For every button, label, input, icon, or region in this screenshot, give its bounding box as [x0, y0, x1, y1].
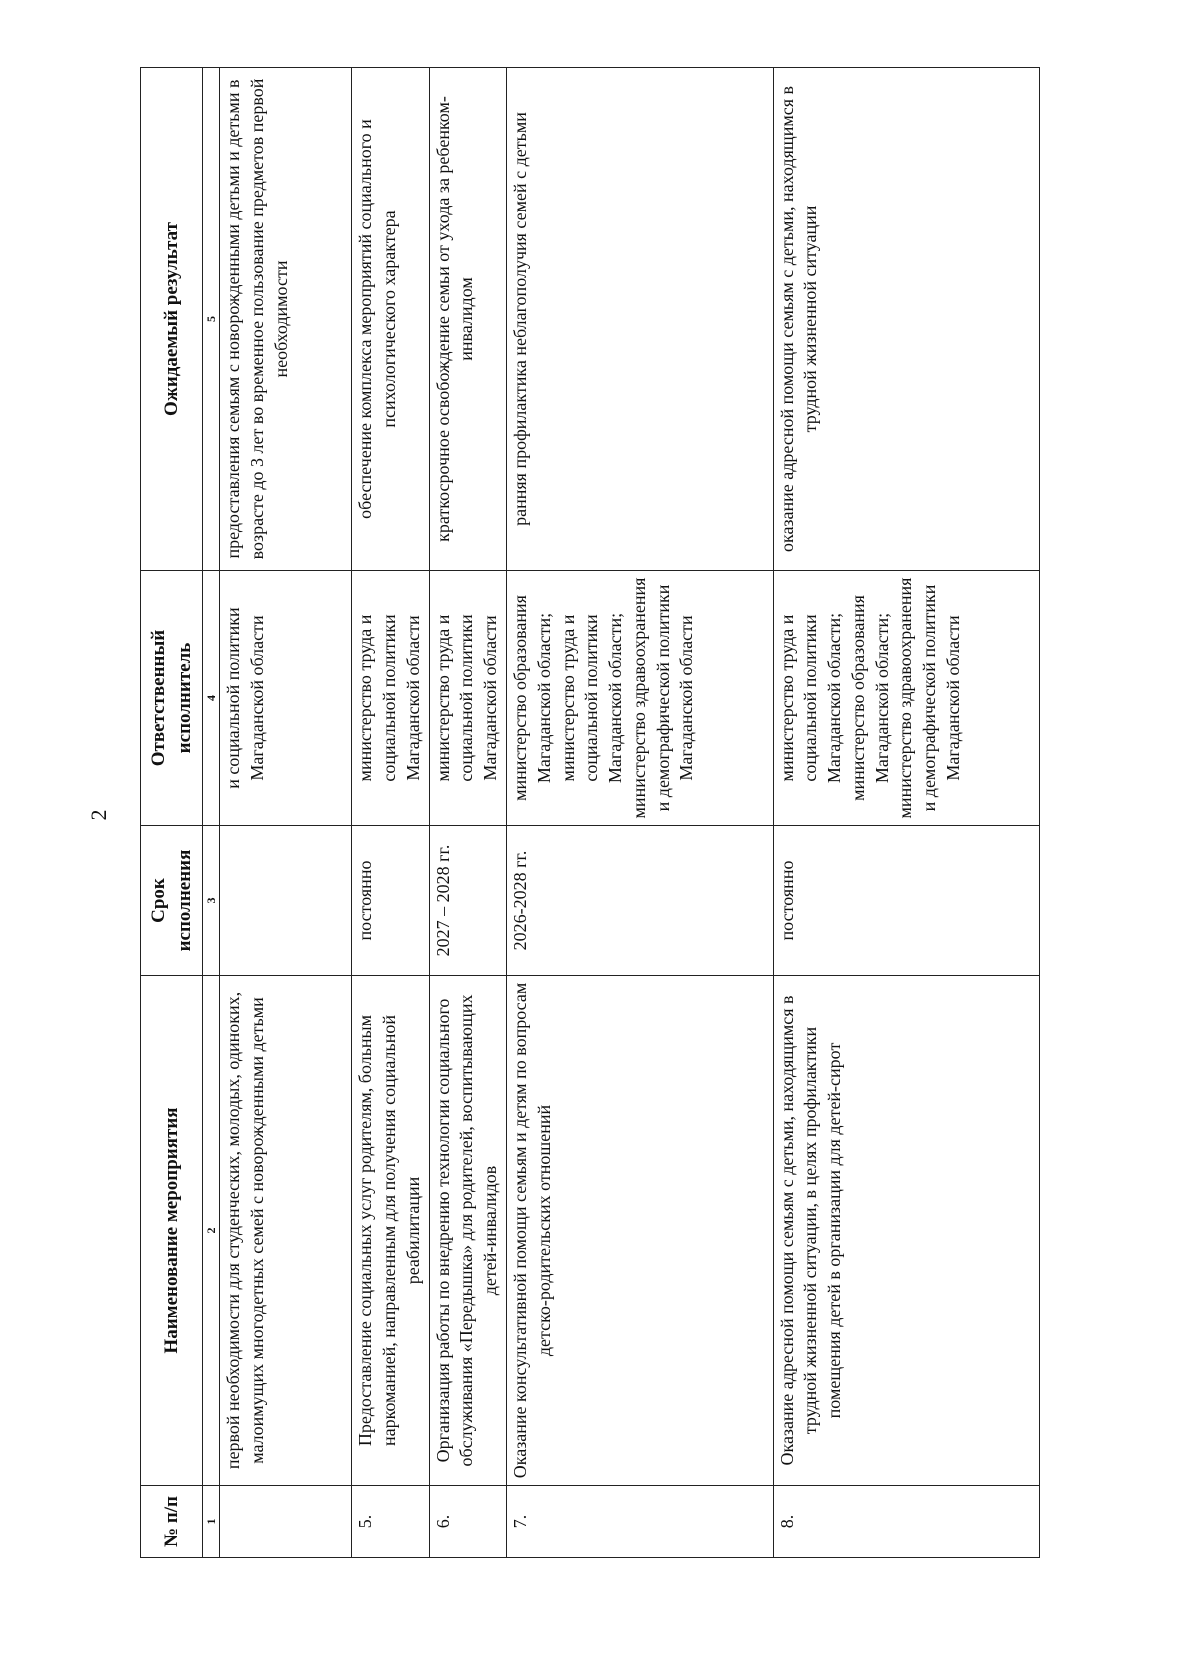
header-responsible: Ответственный исполнитель: [141, 571, 203, 826]
row-result: предоставления семьям с новорожденными детьми и детьми в возрасте до 3 лет во временное пользование предметов первой необходимости: [220, 68, 352, 571]
row-term: 2027 – 2028 гг.: [429, 826, 507, 976]
row-term: 2026-2028 гг.: [507, 826, 773, 976]
row-result: ранняя профилактика неблагополучия семей с детьми: [507, 68, 773, 571]
row-term: постоянно: [352, 826, 430, 976]
row-result: обеспечение комплекса мероприятий социального и психологического характера: [352, 68, 430, 571]
header-name: Наименование мероприятия: [141, 976, 203, 1486]
row-result: оказание адресной помощи семьям с детьми, находящимся в трудной жизненной ситуации: [773, 68, 1039, 571]
table-row: [507, 68, 773, 1558]
row-name: Предоставление социальных услуг родителям, больным наркоманией, направленным для получения социальной реабилитации: [352, 976, 430, 1486]
row-responsible: и социальной политики Магаданской области: [220, 571, 352, 826]
activities-table: [140, 67, 1040, 1558]
row-responsible: министерство труда и социальной политики Магаданской области: [352, 571, 430, 826]
row-name: первой необходимости для студенческих, молодых, одиноких, малоимущих многодетных семей с новорожденными детьми: [220, 976, 352, 1486]
row-result: краткосрочное освобождение семьи от ухода за ребенком-инвалидом: [429, 68, 507, 571]
header-num: № п/п: [141, 1486, 203, 1558]
row-name: Оказание консультативной помощи семьям и детям по вопросам детско-родительских отношений: [507, 976, 773, 1486]
colnum-4: 4: [203, 571, 220, 826]
row-num: 6.: [429, 1486, 507, 1558]
column-number-row: [203, 68, 220, 1558]
row-responsible: министерство образования Магаданской области; министерство труда и социальной политики Магаданской области; министерство здравоохранения и демографической политики Магаданской области: [507, 571, 773, 826]
row-responsible: министерство труда и социальной политики Магаданской области; министерство образования Магаданской области; министерство здравоохранения и демографической политики Магаданской области: [773, 571, 1039, 826]
row-name: Оказание адресной помощи семьям с детьми, находящимся в трудной жизненной ситуации, в целях профилактики помещения детей в организации для детей-сирот: [773, 976, 1039, 1486]
colnum-2: 2: [203, 976, 220, 1486]
table-row: [352, 68, 430, 1558]
row-responsible: министерство труда и социальной политики Магаданской области: [429, 571, 507, 826]
table-row: [773, 68, 1039, 1558]
colnum-1: 1: [203, 1486, 220, 1558]
table-row: [429, 68, 507, 1558]
row-num: 7.: [507, 1486, 773, 1558]
header-row: [141, 68, 203, 1558]
row-num: 8.: [773, 1486, 1039, 1558]
row-num: [220, 1486, 352, 1558]
colnum-3: 3: [203, 826, 220, 976]
rotated-table-wrapper: [140, 68, 1040, 1558]
header-term: Срок исполнения: [141, 826, 203, 976]
colnum-5: 5: [203, 68, 220, 571]
row-term: [220, 826, 352, 976]
page-number: 2: [86, 809, 111, 821]
row-num: 5.: [352, 1486, 430, 1558]
header-result: Ожидаемый результат: [141, 68, 203, 571]
table-row: [220, 68, 352, 1558]
row-term: постоянно: [773, 826, 1039, 976]
row-name: Организация работы по внедрению технологии социального обслуживания «Передышка» для родителей, воспитывающих детей-инвалидов: [429, 976, 507, 1486]
